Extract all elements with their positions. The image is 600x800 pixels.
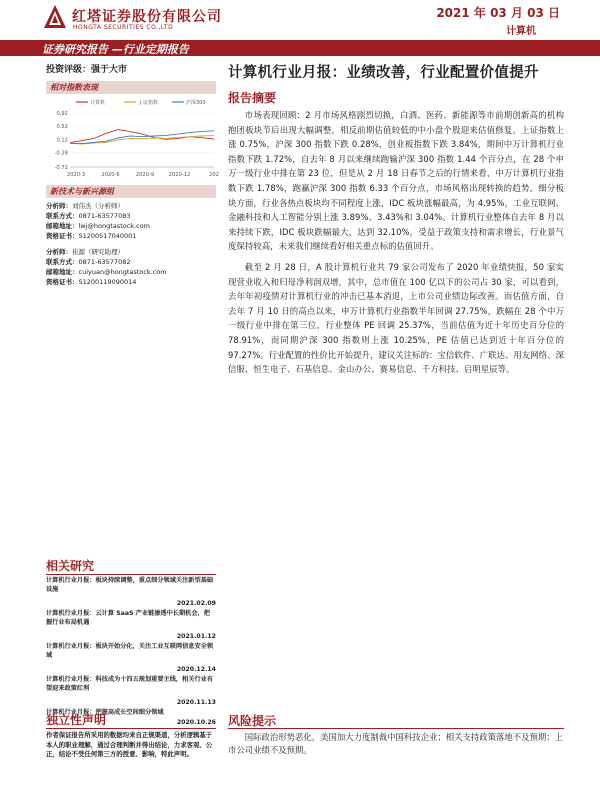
- related-report-item[interactable]: 计算机行业月报：科技成为十四五规划重要主线，相关行业有望迎来政策红利 2020.11.13: [46, 676, 216, 706]
- page-header: [0, 0, 600, 42]
- analyst-row: 资格证书：S1200517040001: [46, 232, 137, 240]
- legend-label: 计算机: [90, 100, 106, 106]
- related-report-item[interactable]: 计算机行业月报：把握高成长空间细分领域 2020.10.26: [46, 709, 216, 726]
- related-report-date: 2020.11.13: [176, 699, 216, 706]
- logo-english-name: HONGTA SECURITIES CO.,LTD: [73, 24, 174, 31]
- logo-chinese-name: 红塔证券股份有限公司: [72, 9, 222, 25]
- y-tick-label: -0.28: [54, 150, 68, 157]
- y-tick-label: -0.72: [54, 165, 68, 171]
- series-line: [70, 130, 214, 143]
- report-title: 计算机行业月报：业绩改善，行业配置价值提升: [228, 65, 539, 81]
- y-tick-label: 0.92: [56, 111, 68, 117]
- analyst-block-1: [46, 201, 216, 287]
- y-tick-label: 0.52: [56, 124, 68, 131]
- analyst-row: 分析师：崔源（研究助理）: [46, 248, 124, 256]
- abstract-title: 报告摘要: [228, 91, 277, 105]
- analyst-row: 邮箱地址：lwj@hongtastock.com: [46, 222, 150, 230]
- analyst-row: 联系方式：0871-63577082: [46, 258, 131, 266]
- report-type-band: [0, 40, 600, 56]
- independence-title: 独立性声明: [46, 713, 107, 727]
- x-tick-label: 2020-3: [66, 172, 86, 178]
- related-report-date: 2021.01.12: [176, 633, 216, 640]
- risk-title: 风险提示: [228, 714, 277, 728]
- abstract-paragraph-2: 截至 2 月 28 日，A 股计算机行业共 79 家公司发布了 2020 年业绩快报，50 家实现营业收入和归母净利润双增，其中，总市值在 100 亿以下的公司占 30 家，可以看到，去年年初疫情对计算机行业的冲击已基本消退，上市公司业绩边际改善。而估值方面，自去年 7 月 10 日的高点以来，申万计算机行业指数半年回调 27.75%，跌幅在 28 个中万一级行业中排在第三位，行业整体 PE 回调 25.37%，当前估值为近十年历史百分位的 78.91%，而同期沪深 300 指数则上涨 10.25%，PE 估值已达到近十年百分位的 97.27%。行业配置的性价比开始提升，建议关注标的：宝信软件、广联达、用友网络、深信服、恒生电子、石基信息、金山办公、赛易信息、千方科技、启明星辰等。: [228, 261, 564, 375]
- related-report-date: 2021.02.09: [176, 600, 216, 607]
- abstract-paragraph-1: 市场表现回顾：2 月市场风格剧烈切换，白酒、医药、新能源等市前期创新高的机构抱团板块节后出现大幅调整，相反前期估值较低的中小盘个股迎来估值修复。上证指数上涨 0.75%，沪深 300 指数下跌 0.28%，创业板指数下跌 3.84%，期间中万计算机行业指数下跌 1.72%，自去年 8 月以来继续跑输沪深 300 指数 1.44 个百分点，在 28 个申万一级行业中排在第 23 位，但是从 2 月 18 日春节之后的行情来看，中万计算机行业指数下跌 1.78%，跑赢沪深 300 指数 6.33 个百分点，市场风格出现转换的趋势。细分板块方面，行业各热点板块均不同程度上涨，IDC 板块涨幅最高，为 4.95%，工业互联网、金融科技和人工智能分别上涨 3.89%、3.43%和 3.04%。计算机行业整体自去年 8 月以来持续下跌，IDC 板块跌幅最大，达到 32.10%，受益于政策支持和需求增长，行业景气度保持较高，未来我们继续看好相关重点标的估值回升。: [228, 110, 564, 252]
- related-report-item[interactable]: 计算机行业月报：板块开始分化，关注工业互联网信息安全领域 2020.12.14: [46, 643, 216, 673]
- related-report-item[interactable]: 计算机行业月报：板块持续调整，重点细分领域关注新型基础设施 2021.02.09: [46, 577, 216, 607]
- left-sidebar: [46, 62, 219, 287]
- analyst-row: 分析师：刘伟杰（分析师）: [46, 202, 124, 210]
- y-tick-label: 0.12: [56, 137, 68, 144]
- x-tick-label: 2020-9: [135, 172, 155, 178]
- legend-label: 沪深300: [186, 100, 206, 106]
- report-date: 2021 年 03 月 03 日: [436, 6, 560, 20]
- risk-text: 国际政治形势恶化，美国加大力度制裁中国科技企业；相关支持政策落地不及预期；上市公司业绩不及预期。: [228, 728, 564, 757]
- index-performance-tag: 相对指数表现: [46, 81, 216, 94]
- x-tick-label: 202: [209, 172, 219, 178]
- hongta-logo-icon: [42, 4, 68, 30]
- related-research-title: 相关研究: [46, 559, 95, 573]
- x-tick-label: 2020-6: [101, 172, 120, 178]
- analyst-row: 联系方式：0871-63577083: [46, 212, 131, 220]
- relative-index-chart-svg: [46, 97, 219, 181]
- company-logo: [42, 4, 222, 36]
- main-content: [228, 64, 564, 377]
- analyst-row: 资格证书：S1200119090014: [46, 278, 137, 286]
- analyst-group-tag: 新技术与新兴源组: [46, 185, 216, 198]
- legend-label: 上证指数: [138, 100, 159, 106]
- report-type-label: 证券研究报告 —行业定期报告: [42, 43, 189, 56]
- related-research-list: [46, 574, 216, 727]
- report-sector: 计算机: [506, 26, 536, 37]
- analyst-row: 邮箱地址：cuiyuan@hongtastock.com: [46, 268, 167, 276]
- independence-statement: 作者保证报告所采用的数据均来自正规渠道，分析逻辑基于本人的职业理解，通过合理判断并得出结论，力求客观、公正，结论不受任何第三方的授意、影响，特此声明。: [46, 728, 216, 760]
- relative-index-chart: [46, 97, 219, 181]
- related-report-date: 2020.12.14: [176, 666, 216, 673]
- related-report-item[interactable]: 计算机行业月报：云计算 SaaS 产业链渗透中长期机会，把握行业布局机遇 2021.01.12: [46, 610, 216, 640]
- investment-rating: 投资评级：强于大市: [46, 65, 128, 75]
- x-tick-label: 2020-12: [168, 172, 191, 178]
- related-report-date: 2020.10.26: [176, 719, 216, 726]
